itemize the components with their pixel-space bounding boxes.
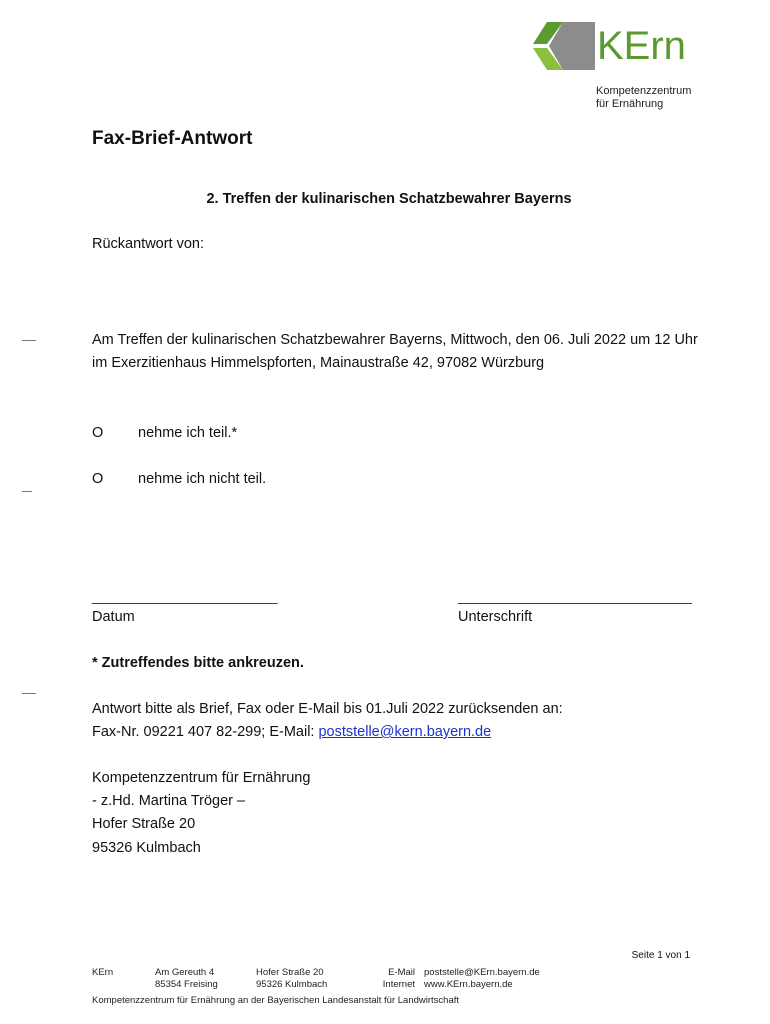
address-line: 95326 Kulmbach <box>92 840 201 856</box>
kern-logo-mark <box>533 22 595 70</box>
footer-address2-line1: Hofer Straße 20 <box>256 967 324 978</box>
footer-address2-line2: 95326 Kulmbach <box>256 979 328 990</box>
reply-instruction: Antwort bitte als Brief, Fax oder E-Mail bis 01.Juli 2022 zurücksenden an: <box>92 701 563 717</box>
fax-number-text: Fax-Nr. 09221 407 82-299; E-Mail: <box>92 724 319 740</box>
logo-subtitle-line2: für Ernährung <box>596 98 664 110</box>
option-attend-label: nehme ich teil.* <box>138 425 238 441</box>
kern-logo-wordmark: KErn <box>597 24 686 68</box>
footer-internet-value[interactable]: www.KErn.bayern.de <box>424 979 513 990</box>
signature-field-line[interactable]: _____________________________ <box>458 589 692 605</box>
option-not-attend-label: nehme ich nicht teil. <box>138 471 267 487</box>
document-title: Fax-Brief-Antwort <box>92 128 253 149</box>
footer-org-short: KErn <box>92 967 114 978</box>
page-number: Seite 1 von 1 <box>631 950 690 961</box>
email-link[interactable]: poststelle@kern.bayern.de <box>318 724 492 740</box>
checkbox-attend[interactable]: O <box>92 425 104 441</box>
footer-internet-label: Internet <box>382 979 415 990</box>
fold-mark <box>22 491 32 492</box>
footer-email-value[interactable]: poststelle@KErn.bayern.de <box>424 967 540 978</box>
address-line: Kompetenzzentrum für Ernährung <box>92 770 311 786</box>
logo-subtitle-line1: Kompetenzzentrum <box>596 85 692 97</box>
reply-from-label: Rückantwort von: <box>92 236 205 252</box>
fold-mark <box>22 340 36 341</box>
footer-address1-line2: 85354 Freising <box>155 979 218 990</box>
footer-email-label: E-Mail <box>388 967 415 978</box>
event-details-line1: Am Treffen der kulinarischen Schatzbewahrer Bayerns, Mittwoch, den 06. Juli 2022 um 12 Uhr <box>92 332 698 348</box>
event-heading: 2. Treffen der kulinarischen Schatzbewahrer Bayerns <box>206 191 572 207</box>
date-label: Datum <box>92 609 135 625</box>
date-field-line[interactable]: _______________________ <box>92 589 278 605</box>
address-line: Hofer Straße 20 <box>92 816 196 832</box>
signature-label: Unterschrift <box>458 609 533 625</box>
fax-email-line <box>92 723 491 741</box>
footer-organization-line: Kompetenzzentrum für Ernährung an der Bayerischen Landesanstalt für Landwirtschaft <box>92 995 460 1006</box>
checkbox-not-attend[interactable]: O <box>92 471 104 487</box>
footer-address1-line1: Am Gereuth 4 <box>155 967 215 978</box>
instruction-note: * Zutreffendes bitte ankreuzen. <box>92 655 304 671</box>
event-details-line2: im Exerzitienhaus Himmelspforten, Mainaustraße 42, 97082 Würzburg <box>92 355 545 371</box>
fold-mark <box>22 693 36 694</box>
address-line: - z.Hd. Martina Tröger – <box>92 793 246 809</box>
